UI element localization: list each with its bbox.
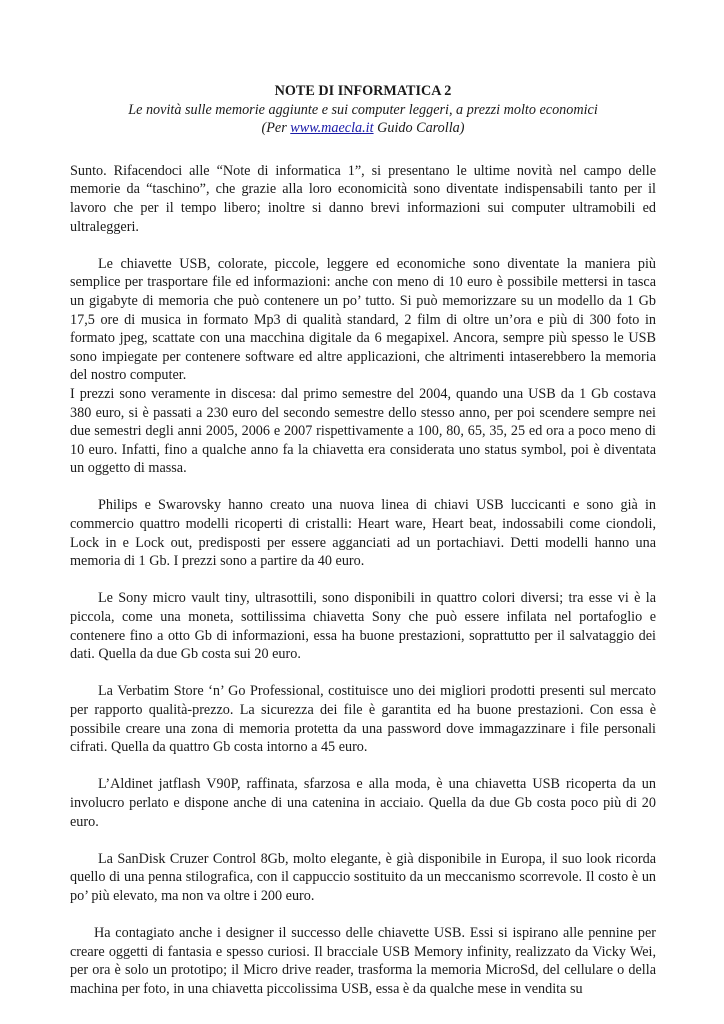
page-title: NOTE DI INFORMATICA 2: [274, 83, 452, 99]
summary-paragraph: Sunto. Rifacendoci alle “Note di informatica 1”, si presentano le ultime novità nel campo delle memorie da “taschino”, che grazie alla loro economicità sono diventate indispensabili tanto per il lavoro che per il tempo libero; inoltre si danno brevi informazioni sui computer ultramobili ed ultraleggeri.: [70, 162, 656, 235]
body-paragraph: Philips e Swarovsky hanno creato una nuova linea di chiavi USB luccicanti e sono già in commercio quattro modelli ricoperti di cristalli: Heart ware, Heart beat, indossabili come ciondoli, Lock in e Lock out, predisposti per essere agganciati ad un portachiavi. Detti modelli hanno una memoria di 1 Gb. I prezzi sono a partire da 40 euro.: [70, 497, 656, 570]
website-link[interactable]: www.maecla.it: [290, 120, 374, 137]
body-paragraph: Le Sony micro vault tiny, ultrasottili, sono disponibili in quattro colori diversi; tra esse vi è la piccola, come una moneta, sottilissima chiavetta Sony che può essere infilata nel portafoglio e contenere fino a otto Gb di informazioni, essa ha buone prestazioni, soprattutto per il salvataggio dei dati. Quella da due Gb costa sui 20 euro.: [70, 590, 656, 663]
body-paragraph: I prezzi sono veramente in discesa: dal primo semestre del 2004, quando una USB da 1 Gb costava 380 euro, si è passati a 230 euro del secondo semestre dello stesso anno, per poi scendere sempre nei due semestri degli anni 2005, 2006 e 2007 rispettivamente a 100, 80, 65, 35, 25 ed ora a poco meno di 10 euro. Infatti, fino a qualche anno fa la chiavetta era considerata uno status symbol, poi è diventata un oggetto di massa.: [70, 385, 656, 477]
byline-prefix: (Per: [261, 120, 291, 137]
body-paragraph: La SanDisk Cruzer Control 8Gb, molto elegante, è già disponibile in Europa, il suo look ricorda quello di una penna stilografica, con il cappuccio sostituito da un meccanismo scorrevole. Il costo è un po’ più elevato, ma non va oltre i 200 euro.: [70, 850, 656, 904]
page-subtitle: Le novità sulle memorie aggiunte e sui computer leggeri, a prezzi molto economici: [128, 101, 598, 118]
body-paragraph: L’Aldinet jatflash V90P, raffinata, sfarzosa e alla moda, è una chiavetta USB ricoperta da un involucro perlato e dispone anche di una catenina in acciaio. Quella da due Gb costa poco più di 20 euro.: [70, 776, 656, 830]
body-paragraph: La Verbatim Store ‘n’ Go Professional, costituisce uno dei migliori prodotti presenti sul mercato per rapporto qualità-prezzo. La sicurezza dei file è garantita ed ha buone prestazioni. Con essa è possibile creare una zona di memoria protetta da una password dove immagazzinare i file personali cifrati. Quella da quattro Gb costa intorno a 45 euro.: [70, 683, 656, 756]
document-header: [70, 82, 656, 138]
byline: [70, 119, 656, 138]
body-paragraph: Le chiavette USB, colorate, piccole, leggere ed economiche sono diventate la maniera più semplice per trasportare file ed informazioni: anche con meno di 10 euro è possibile mettersi in tasca un gigabyte di memoria che può contenere un po’ tutto. Si può memorizzare su un modello da 1 Gb 17,5 ore di musica in formato Mp3 di qualità standard, 2 film di oltre un’ora e più di 300 foto in formato jpeg, scattate con una macchina digitale da 6 megapixel. Ancora, sempre più spesso le USB sono impiegate per contenere software ed altre applicazioni, che altrimenti intaserebbero la memoria del nostro computer.: [70, 255, 656, 384]
byline-suffix: Guido Carolla): [373, 120, 465, 137]
body-paragraph: Ha contagiato anche i designer il successo delle chiavette USB. Essi si ispirano alle pennine per creare oggetti di fantasia e spesso curiosi. Il bracciale USB Memory infinity, realizzato da Vicky Wei, per ora è solo un prototipo; il Micro drive reader, trasforma la memoria MicroSd, del cellulare o della machina per foto, in una chiavetta piccolissima USB, essa è da qualche mese in vendita su: [70, 925, 656, 997]
document-page: [70, 82, 656, 1017]
